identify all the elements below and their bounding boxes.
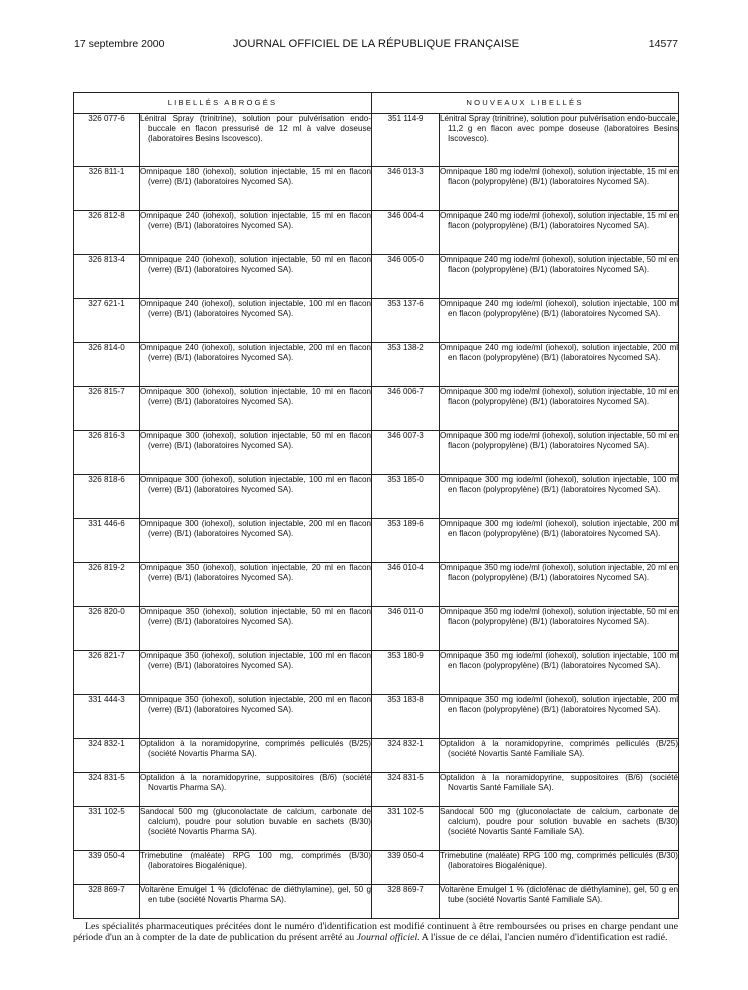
new-code-text: 353 183-8 [387, 695, 424, 704]
new-code-cell [372, 563, 440, 607]
old-code-text: 327 621-1 [88, 299, 125, 308]
new-code-cell [372, 167, 440, 211]
old-code-text: 326 820-0 [88, 607, 125, 616]
new-code-cell [372, 431, 440, 475]
old-code-text: 326 812-8 [88, 211, 125, 220]
table-row [74, 167, 679, 211]
new-label-text: Omnipaque 300 mg iode/ml (iohexol), solution injectable, 50 ml en flacon (polypropylène) (B/1) (laboratoires Nycomed SA). [440, 431, 679, 451]
new-label-text: Lénitral Spray (trinitrine), solution pour pulvérisation endo-buccale, 11,2 g en flacon avec pompe doseuse (laboratoires Besins Iscovesco). [440, 114, 679, 144]
new-label-cell [440, 739, 679, 773]
old-label-text: Omnipaque 180 (iohexol), solution injectable, 15 ml en flacon (verre) (B/1) (laboratoires Nycomed SA). [140, 167, 371, 187]
substitution-table [73, 92, 679, 919]
new-code-cell [372, 739, 440, 773]
new-label-text: Omnipaque 240 mg iode/ml (iohexol), solution injectable, 15 ml en flacon (polypropylène) (B/1) (laboratoires Nycomed SA). [440, 211, 679, 231]
table-row [74, 773, 679, 807]
old-label-cell [140, 739, 372, 773]
table-row [74, 114, 679, 167]
table-row [74, 387, 679, 431]
new-label-text: Omnipaque 300 mg iode/ml (iohexol), solution injectable, 10 ml en flacon (polypropylène) (B/1) (laboratoires Nycomed SA). [440, 387, 679, 407]
new-code-text: 346 010-4 [387, 563, 424, 572]
new-code-text: 324 832-1 [387, 739, 424, 748]
table-row [74, 607, 679, 651]
old-code-cell [74, 807, 140, 851]
old-code-cell [74, 211, 140, 255]
old-code-text: 326 816-3 [88, 431, 125, 440]
old-code-text: 326 077-6 [88, 114, 125, 123]
old-label-cell [140, 211, 372, 255]
new-label-cell [440, 114, 679, 167]
new-label-cell [440, 343, 679, 387]
table-row [74, 519, 679, 563]
old-code-text: 326 811-1 [88, 167, 125, 176]
table-row [74, 563, 679, 607]
old-label-text: Omnipaque 240 (iohexol), solution injectable, 15 ml en flacon (verre) (B/1) (laboratoires Nycomed SA). [140, 211, 371, 231]
table-row [74, 739, 679, 773]
old-label-cell [140, 299, 372, 343]
table-row [74, 885, 679, 919]
old-label-cell [140, 519, 372, 563]
header-title: JOURNAL OFFICIEL DE LA RÉPUBLIQUE FRANÇAISE [232, 38, 520, 50]
old-label-cell [140, 773, 372, 807]
new-code-text: 328 869-7 [387, 885, 424, 894]
new-code-text: 353 138-2 [387, 343, 424, 352]
old-label-cell [140, 475, 372, 519]
old-code-cell [74, 475, 140, 519]
new-code-text: 353 137-6 [387, 299, 424, 308]
new-code-text: 346 013-3 [387, 167, 424, 176]
old-code-text: 326 818-6 [88, 475, 125, 484]
new-label-text: Trimebutine (maléate) RPG 100 mg, comprimés pelliculés (B/30) (laboratoires Biogalénique). [440, 851, 679, 871]
new-label-cell [440, 851, 679, 885]
footer-text-after: A l'issue de ce délai, l'ancien numéro d'identification est radié. [419, 931, 668, 943]
old-label-text: Voltarène Emulgel 1 % (diclofénac de diéthylamine), gel, 50 g en tube (société Novartis Pharma SA). [140, 885, 371, 905]
new-code-text: 331 102-5 [387, 807, 424, 816]
footer-text-before: Les spécialités pharmaceutiques précitées dont le numéro d'identification est modifié continuent à être remboursées ou prises en charge pendant une période d'un an à compter de la date de publication du présent arrêté au [73, 921, 678, 943]
col-header-nouveaux: NOUVEAUX LIBELLÉS [372, 93, 679, 114]
old-code-cell [74, 885, 140, 919]
old-code-cell [74, 773, 140, 807]
new-label-cell [440, 211, 679, 255]
old-label-text: Sandocal 500 mg (gluconolactate de calcium, carbonate de calcium), poudre pour solution buvable en sachets (B/30) (société Novartis Pharma SA). [140, 807, 371, 837]
old-label-text: Trimebutine (maléate) RPG 100 mg, comprimés (B/30) (laboratoires Biogalénique). [140, 851, 371, 871]
new-code-cell [372, 851, 440, 885]
old-label-cell [140, 343, 372, 387]
new-label-cell [440, 299, 679, 343]
new-code-cell [372, 114, 440, 167]
new-code-text: 353 180-9 [387, 651, 424, 660]
old-label-cell [140, 255, 372, 299]
old-label-text: Omnipaque 240 (iohexol), solution injectable, 100 ml en flacon (verre) (B/1) (laboratoires Nycomed SA). [140, 299, 371, 319]
col-header-abroges: LIBELLÉS ABROGÉS [74, 93, 372, 114]
new-code-cell [372, 299, 440, 343]
new-code-cell [372, 255, 440, 299]
old-code-text: 331 444-3 [88, 695, 125, 704]
old-code-text: 326 819-2 [88, 563, 125, 572]
old-code-text: 326 821-7 [88, 651, 125, 660]
old-code-cell [74, 299, 140, 343]
old-code-cell [74, 343, 140, 387]
old-code-text: 328 869-7 [88, 885, 125, 894]
old-code-cell [74, 563, 140, 607]
new-label-text: Omnipaque 350 mg iode/ml (iohexol), solution injectable, 200 ml en flacon (polypropylène) (B/1) (laboratoires Nycomed SA). [440, 695, 679, 715]
old-label-text: Omnipaque 240 (iohexol), solution injectable, 50 ml en flacon (verre) (B/1) (laboratoires Nycomed SA). [140, 255, 371, 275]
new-label-cell [440, 387, 679, 431]
old-label-text: Omnipaque 350 (iohexol), solution injectable, 50 ml en flacon (verre) (B/1) (laboratoires Nycomed SA). [140, 607, 371, 627]
new-label-text: Omnipaque 300 mg iode/ml (iohexol), solution injectable, 100 ml en flacon (polypropylène) (B/1) (laboratoires Nycomed SA). [440, 475, 679, 495]
old-code-cell [74, 519, 140, 563]
old-code-cell [74, 431, 140, 475]
new-code-cell [372, 807, 440, 851]
new-label-text: Voltarène Emulgel 1 % (diclofénac de diéthylamine), gel, 50 g en tube (société Novartis Santé Familiale SA). [440, 885, 679, 905]
old-label-cell [140, 563, 372, 607]
old-code-cell [74, 167, 140, 211]
footer-journal-officiel: Journal officiel. [356, 931, 420, 943]
old-label-cell [140, 167, 372, 211]
table-header-row [74, 93, 679, 114]
old-label-cell [140, 387, 372, 431]
old-code-text: 326 815-7 [88, 387, 125, 396]
new-label-text: Sandocal 500 mg (gluconolactate de calcium, carbonate de calcium), poudre pour solution buvable en sachets (B/30) (société Novartis Santé Familiale SA). [440, 807, 679, 837]
new-label-text: Optalidon à la noramidopyrine, comprimés pelliculés (B/25) (société Novartis Santé Familiale SA). [440, 739, 679, 759]
new-label-cell [440, 885, 679, 919]
old-label-text: Omnipaque 300 (iohexol), solution injectable, 100 ml en flacon (verre) (B/1) (laboratoires Nycomed SA). [140, 475, 371, 495]
new-code-cell [372, 211, 440, 255]
old-code-text: 331 102-5 [88, 807, 125, 816]
new-code-cell [372, 695, 440, 739]
new-code-cell [372, 343, 440, 387]
old-code-cell [74, 387, 140, 431]
new-code-text: 324 831-5 [387, 773, 424, 782]
new-label-cell [440, 563, 679, 607]
old-label-text: Lénitral Spray (trinitrine), solution pour pulvérisation endo-buccale en flacon pressurisé de 12 ml à valve doseuse (laboratoires Besins Iscovesco). [140, 114, 371, 144]
old-label-cell [140, 695, 372, 739]
old-label-cell [140, 651, 372, 695]
new-code-cell [372, 475, 440, 519]
old-code-cell [74, 851, 140, 885]
new-label-cell [440, 695, 679, 739]
new-code-text: 346 004-4 [387, 211, 424, 220]
old-label-text: Omnipaque 300 (iohexol), solution injectable, 200 ml en flacon (verre) (B/1) (laboratoires Nycomed SA). [140, 519, 371, 539]
old-label-text: Omnipaque 300 (iohexol), solution injectable, 50 ml en flacon (verre) (B/1) (laboratoires Nycomed SA). [140, 431, 371, 451]
old-label-cell [140, 851, 372, 885]
new-label-text: Omnipaque 350 mg iode/ml (iohexol), solution injectable, 100 ml en flacon (polypropylène) (B/1) (laboratoires Nycomed SA). [440, 651, 679, 671]
old-code-cell [74, 695, 140, 739]
old-code-text: 326 814-0 [88, 343, 125, 352]
old-code-text: 339 050-4 [88, 851, 125, 860]
old-label-text: Optalidon à la noramidopyrine, comprimés pelliculés (B/25) (société Novartis Pharma SA). [140, 739, 371, 759]
new-code-text: 339 050-4 [387, 851, 424, 860]
new-code-cell [372, 387, 440, 431]
new-label-text: Omnipaque 180 mg iode/ml (iohexol), solution injectable, 15 ml en flacon (polypropylène) (B/1) (laboratoires Nycomed SA). [440, 167, 679, 187]
old-label-cell [140, 807, 372, 851]
new-label-text: Omnipaque 240 mg iode/ml (iohexol), solution injectable, 100 ml en flacon (polypropylène) (B/1) (laboratoires Nycomed SA). [440, 299, 679, 319]
table-row [74, 695, 679, 739]
table-row [74, 475, 679, 519]
old-label-cell [140, 607, 372, 651]
new-code-cell [372, 519, 440, 563]
table-row [74, 343, 679, 387]
new-label-text: Omnipaque 350 mg iode/ml (iohexol), solution injectable, 20 ml en flacon (polypropylène) (B/1) (laboratoires Nycomed SA). [440, 563, 679, 583]
new-label-cell [440, 431, 679, 475]
old-code-text: 326 813-4 [88, 255, 125, 264]
new-label-cell [440, 519, 679, 563]
new-label-text: Optalidon à la noramidopyrine, suppositoires (B/6) (société Novartis Santé Familiale SA). [440, 773, 679, 793]
old-code-text: 324 831-5 [88, 773, 125, 782]
new-code-text: 351 114-9 [387, 114, 424, 123]
page-number: 14577 [648, 38, 678, 50]
new-label-text: Omnipaque 350 mg iode/ml (iohexol), solution injectable, 50 ml en flacon (polypropylène) (B/1) (laboratoires Nycomed SA). [440, 607, 679, 627]
table-row [74, 807, 679, 851]
new-code-cell [372, 607, 440, 651]
table-row [74, 651, 679, 695]
old-label-text: Omnipaque 300 (iohexol), solution injectable, 10 ml en flacon (verre) (B/1) (laboratoires Nycomed SA). [140, 387, 371, 407]
old-code-text: 324 832-1 [88, 739, 125, 748]
new-code-cell [372, 885, 440, 919]
new-label-text: Omnipaque 300 mg iode/ml (iohexol), solution injectable, 200 ml en flacon (polypropylène) (B/1) (laboratoires Nycomed SA). [440, 519, 679, 539]
new-label-cell [440, 475, 679, 519]
new-label-cell [440, 255, 679, 299]
header-date: 17 septembre 2000 [74, 38, 165, 50]
old-label-text: Omnipaque 350 (iohexol), solution injectable, 200 ml en flacon (verre) (B/1) (laboratoires Nycomed SA). [140, 695, 371, 715]
old-code-cell [74, 255, 140, 299]
table-row [74, 255, 679, 299]
new-code-text: 353 189-6 [387, 519, 424, 528]
new-label-cell [440, 607, 679, 651]
new-code-text: 353 185-0 [387, 475, 424, 484]
table-row [74, 211, 679, 255]
old-label-text: Omnipaque 240 (iohexol), solution injectable, 200 ml en flacon (verre) (B/1) (laboratoires Nycomed SA). [140, 343, 371, 363]
page-header [74, 38, 678, 54]
new-label-text: Omnipaque 240 mg iode/ml (iohexol), solution injectable, 200 ml en flacon (polypropylène) (B/1) (laboratoires Nycomed SA). [440, 343, 679, 363]
footer-note [73, 922, 678, 943]
new-code-cell [372, 773, 440, 807]
table-row [74, 431, 679, 475]
new-code-text: 346 011-0 [387, 607, 424, 616]
new-code-text: 346 005-0 [387, 255, 424, 264]
old-label-text: Omnipaque 350 (iohexol), solution injectable, 100 ml en flacon (verre) (B/1) (laboratoires Nycomed SA). [140, 651, 371, 671]
old-label-cell [140, 885, 372, 919]
old-code-cell [74, 651, 140, 695]
new-code-cell [372, 651, 440, 695]
table-body [74, 114, 679, 919]
old-label-cell [140, 114, 372, 167]
new-code-text: 346 007-3 [387, 431, 424, 440]
new-label-cell [440, 167, 679, 211]
table-row [74, 851, 679, 885]
old-code-cell [74, 739, 140, 773]
new-label-cell [440, 651, 679, 695]
new-code-text: 346 006-7 [387, 387, 424, 396]
old-code-cell [74, 114, 140, 167]
old-code-text: 331 446-6 [88, 519, 125, 528]
new-label-text: Omnipaque 240 mg iode/ml (iohexol), solution injectable, 50 ml en flacon (polypropylène) (B/1) (laboratoires Nycomed SA). [440, 255, 679, 275]
old-code-cell [74, 607, 140, 651]
old-label-cell [140, 431, 372, 475]
old-label-text: Omnipaque 350 (iohexol), solution injectable, 20 ml en flacon (verre) (B/1) (laboratoires Nycomed SA). [140, 563, 371, 583]
table-row [74, 299, 679, 343]
old-label-text: Optalidon à la noramidopyrine, suppositoires (B/6) (société Novartis Pharma SA). [140, 773, 371, 793]
new-label-cell [440, 807, 679, 851]
new-label-cell [440, 773, 679, 807]
